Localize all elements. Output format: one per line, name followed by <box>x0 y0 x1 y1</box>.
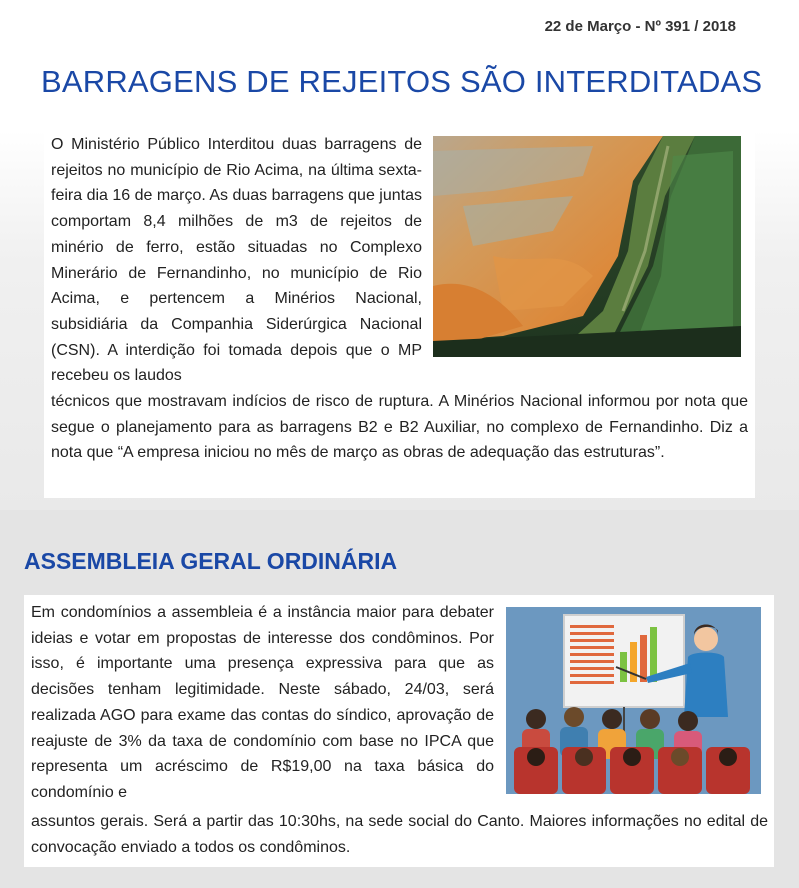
issue-dateline: 22 de Março - Nº 391 / 2018 <box>544 18 736 35</box>
tailings-dam-photo <box>433 136 741 357</box>
article2-title: ASSEMBLEIA GERAL ORDINÁRIA <box>24 548 398 574</box>
article1-body-bottom: técnicos que mostravam indícios de risco de ruptura. A Minérios Nacional informou por nota que segue o planejamento para as barragens B2 e B2 Auxiliar, no complexo de Fernandinho. Diz a nota que “A empresa iniciou no mês de março as obras de adequação das estruturas”. <box>51 393 748 462</box>
presentation-meeting-illustration <box>506 607 761 794</box>
article2-body-bottom: assuntos gerais. Será a partir das 10:30hs, na sede social do Canto. Maiores informações no edital de convocação enviado a todos os condôminos. <box>31 813 768 856</box>
article2-body-top: Em condomínios a assembleia é a instância maior para debater ideias e votar em propostas de interesse dos condôminos. Por isso, é importante uma presença expressiva para que as decisões tenham legitimidade. Neste sábado, 24/03, será realizada AGO para exame das contas do síndico, aprovação de reajuste de 3% da taxa de condomínio com base no IPCA que representa um acréscimo de R$19,00 na taxa básica do condomínio e <box>31 604 494 801</box>
article1-title: BARRAGENS DE REJEITOS SÃO INTERDITADAS <box>41 64 763 99</box>
article1-body-top: O Ministério Público Interditou duas barragens de rejeitos no município de Rio Acima, na última sexta-feira dia 16 de março. As duas barragens que juntas comportam 8,4 milhões de m3 de rejeitos de minério de ferro, estão situadas no Complexo Minerário de Fernandinho, no município de Rio Acima, e pertencem a Minérios Nacional, subsidiária da Companhia Siderúrgica Nacional (CSN). A interdição foi tomada depois que o MP recebeu os laudos <box>51 136 422 385</box>
